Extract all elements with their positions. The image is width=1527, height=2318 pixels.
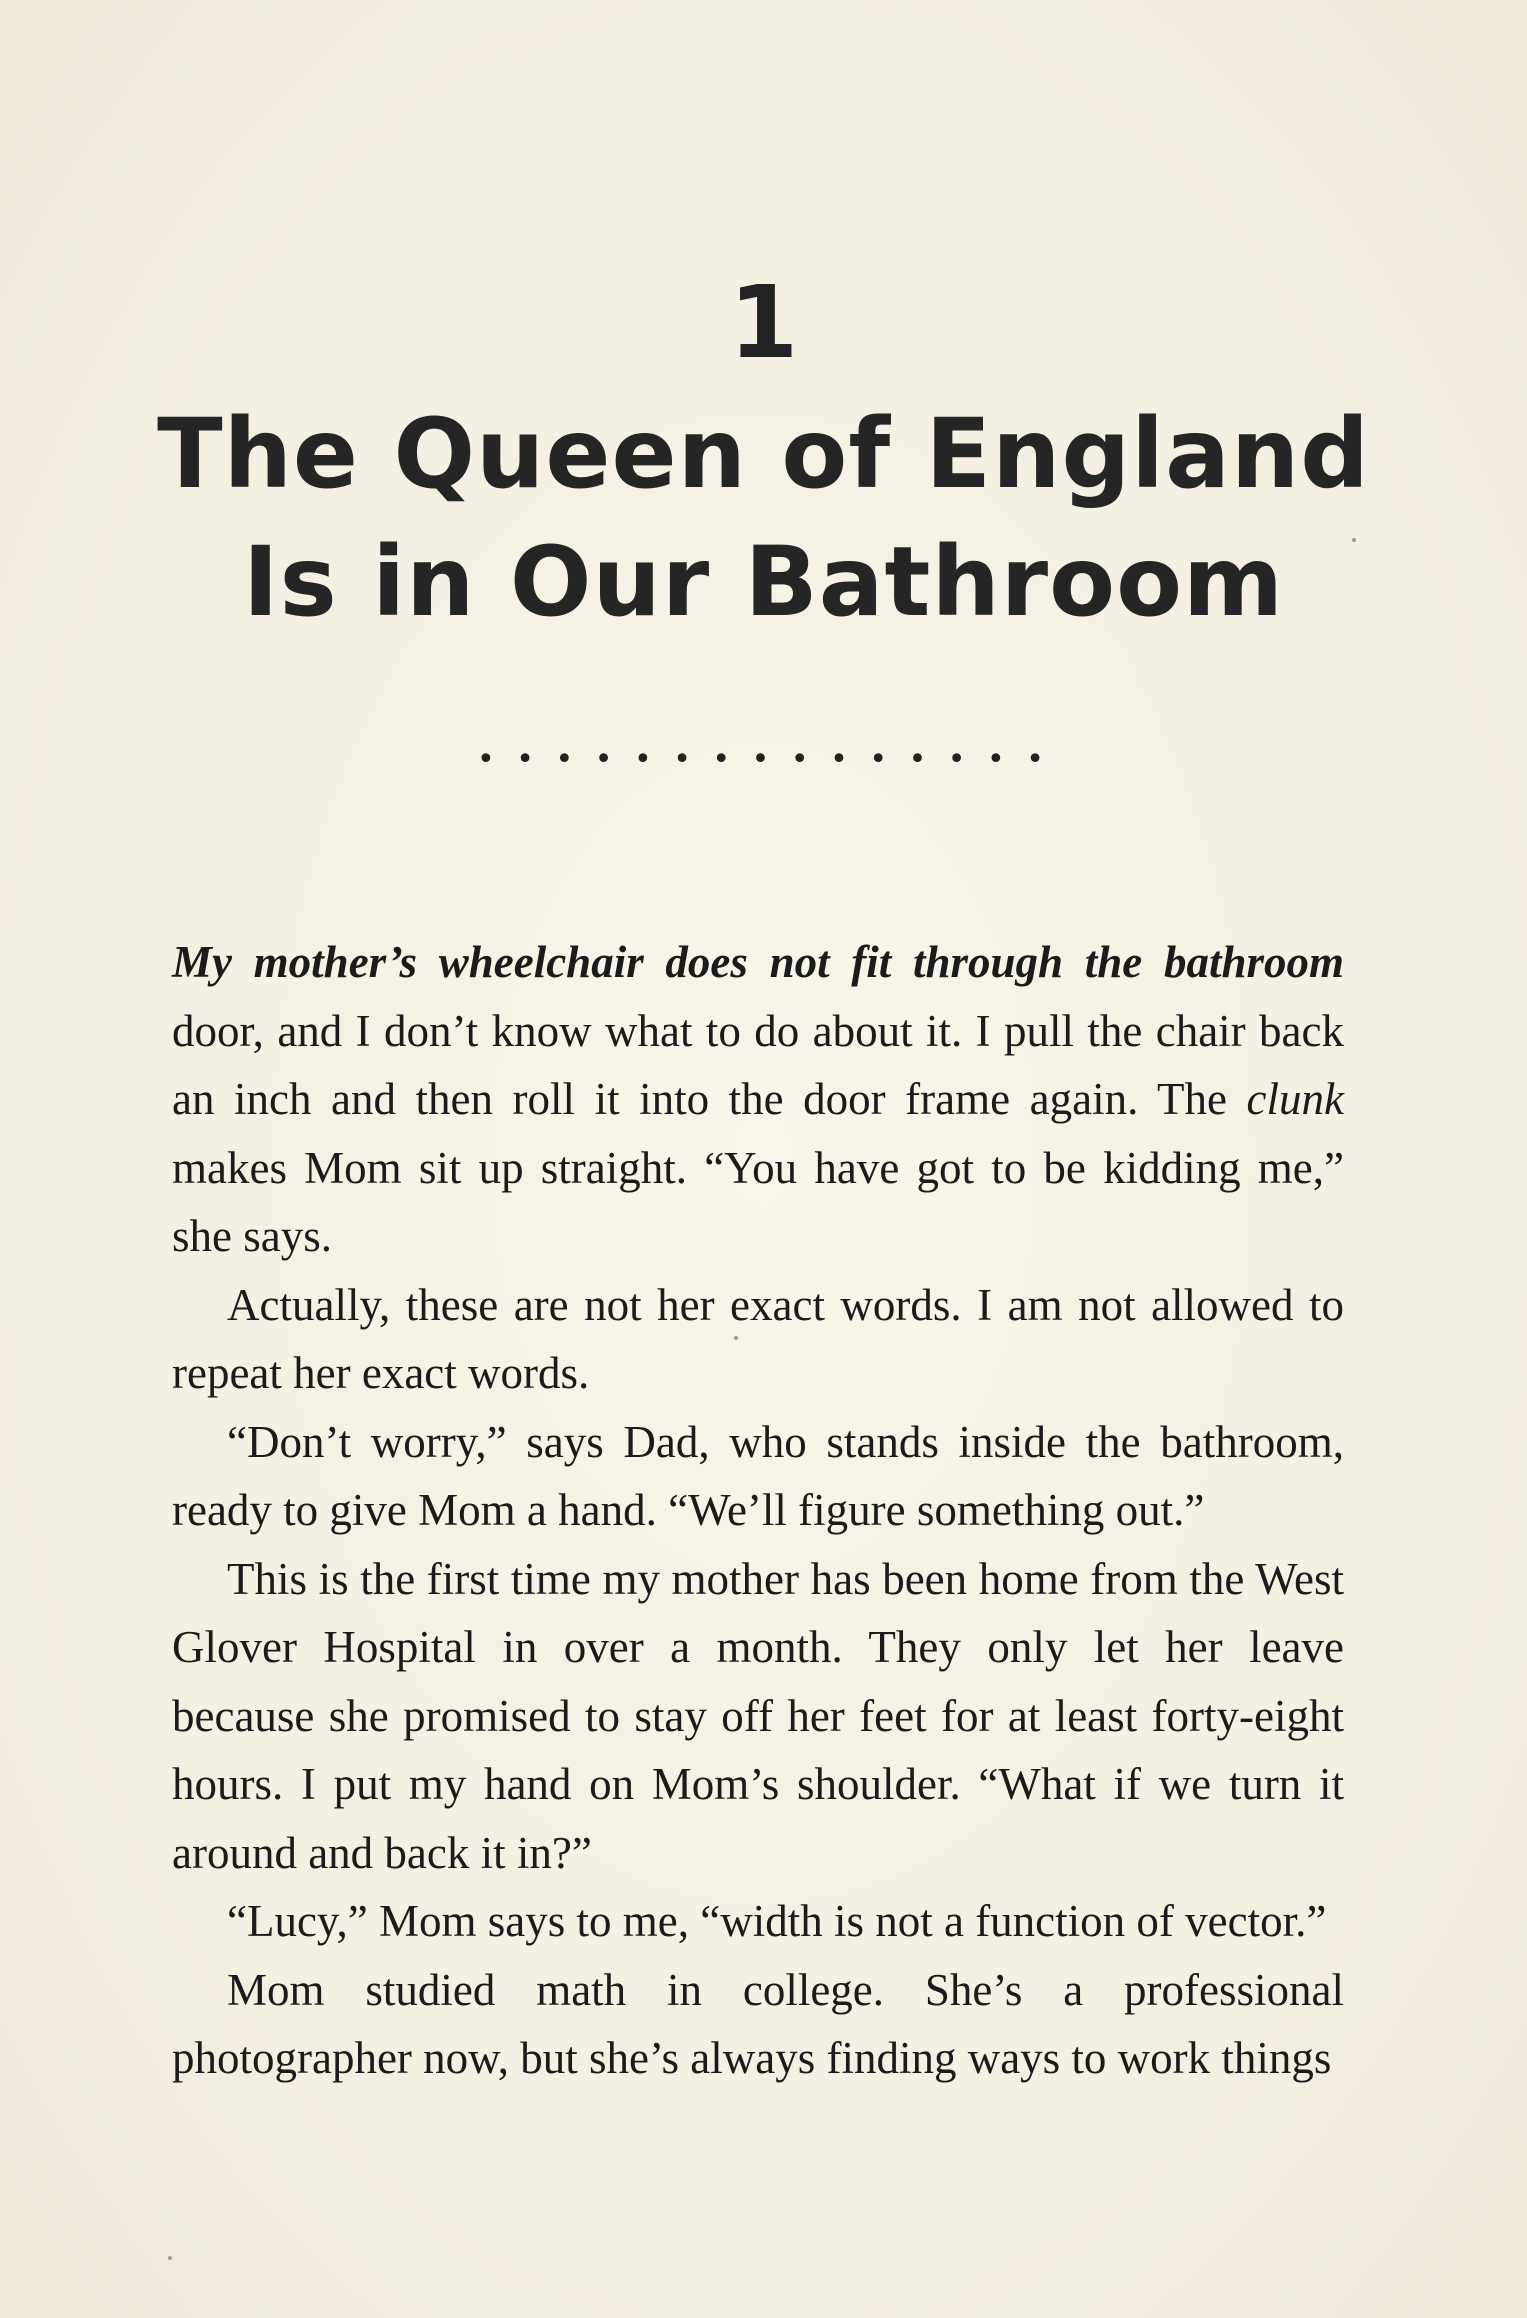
chapter-title-line-2: Is in Our Bathroom (242, 526, 1285, 638)
print-speck (734, 1336, 738, 1340)
paragraph-5: “Lucy,” Mom says to me, “width is not a function of vector.” (227, 1896, 1327, 1946)
paragraph-2: Actually, these are not her exact words. I am not allowed to repeat her exact words. (172, 1279, 1344, 1398)
emphasis-word: clunk (1246, 1074, 1344, 1124)
paragraph-6: Mom studied math in college. She’s a professional photographer now, but she’s always finding ways to work things (172, 1964, 1344, 2083)
paragraph-3: “Don’t worry,” says Dad, who stands inside the bathroom, ready to give Mom a hand. “We’ll figure something out.” (172, 1416, 1344, 1535)
chapter-title-line-1: The Queen of England (157, 398, 1370, 510)
chapter-title (0, 390, 1527, 646)
paragraph-4: This is the first time my mother has been home from the West Glover Hospital in over a month. They only let her leave because she promised to stay off her feet for at least forty-eight hours. I put my hand on Mom’s shoulder. “What if we turn it around and back it in?” (172, 1553, 1344, 1878)
print-speck (1352, 538, 1356, 542)
paragraph-1-text-a: door, and I don’t know what to do about it. I pull the chair back an inch and then roll it into the door frame again. The (172, 1005, 1344, 1124)
lead-in-text: My mother’s wheelchair does not fit through the bathroom (172, 937, 1344, 987)
chapter-number: 1 (728, 264, 799, 381)
print-speck (168, 2256, 172, 2260)
chapter-body (172, 928, 1344, 2093)
paragraph-1-text-b: makes Mom sit up straight. “You have got to be kidding me,” she says. (172, 1142, 1344, 1261)
paragraph-1 (172, 928, 1344, 1271)
ornamental-divider: • • • • • • • • • • • • • • • (477, 742, 1050, 777)
